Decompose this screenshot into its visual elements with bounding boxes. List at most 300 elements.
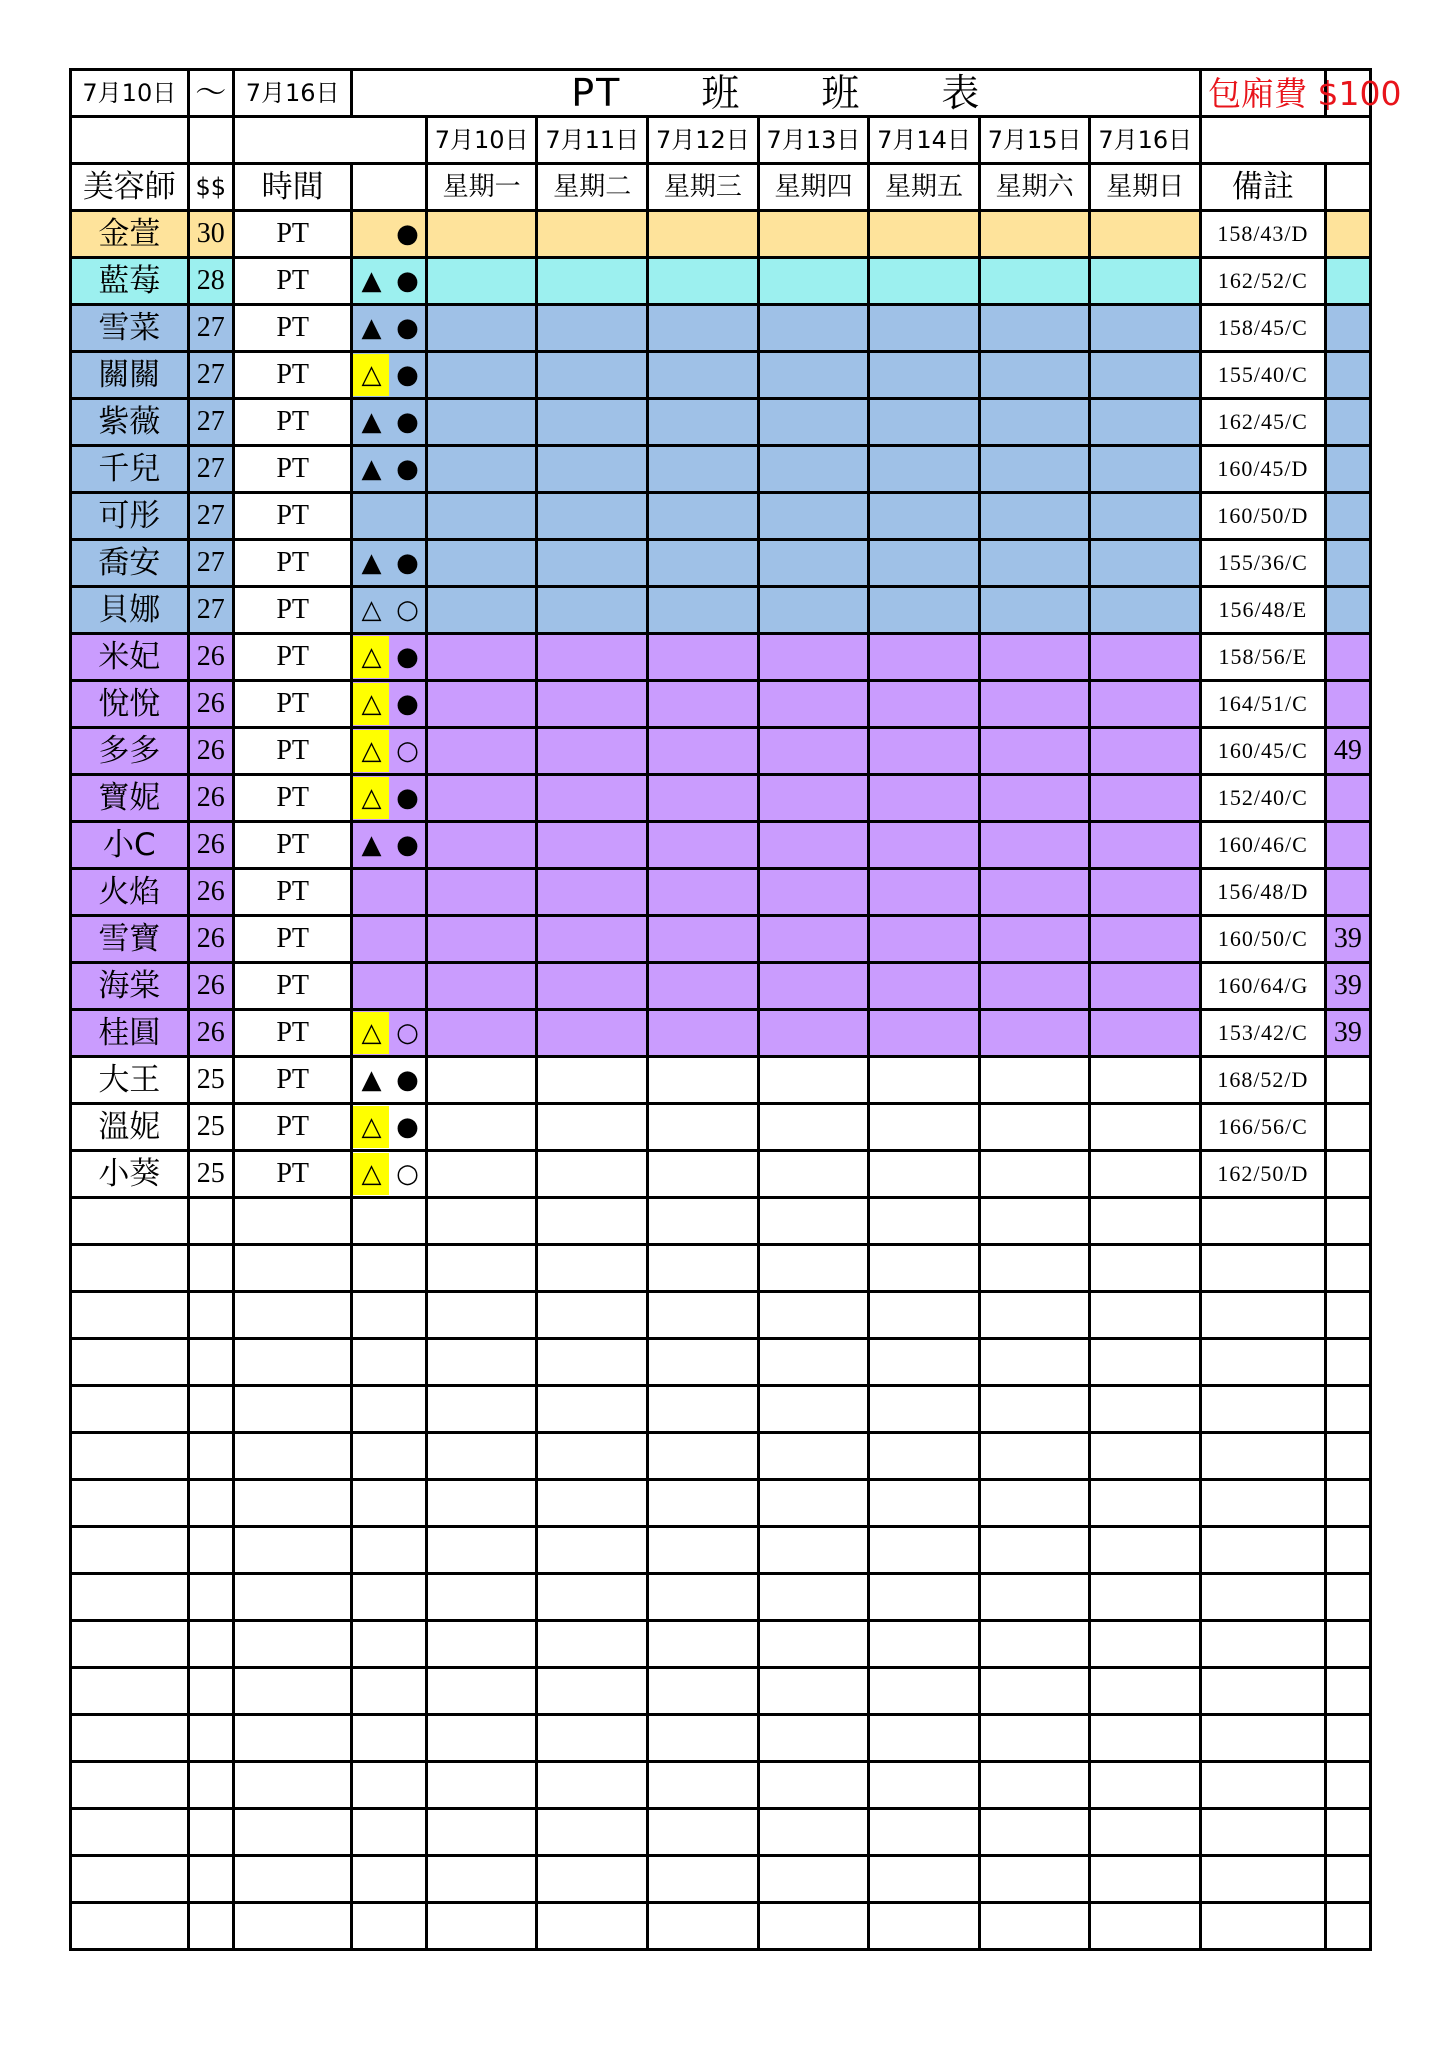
empty-cell[interactable] (426, 1668, 537, 1715)
empty-cell[interactable] (869, 1856, 980, 1903)
empty-cell[interactable] (979, 1903, 1090, 1950)
schedule-cell[interactable] (648, 634, 759, 681)
empty-cell[interactable] (1090, 1668, 1201, 1715)
empty-cell[interactable] (869, 1668, 980, 1715)
schedule-cell[interactable] (648, 681, 759, 728)
empty-cell[interactable] (426, 1245, 537, 1292)
empty-cell[interactable] (71, 1574, 189, 1621)
schedule-cell[interactable] (979, 916, 1090, 963)
empty-cell[interactable] (1201, 1621, 1326, 1668)
schedule-cell[interactable] (1090, 869, 1201, 916)
empty-cell[interactable] (426, 1433, 537, 1480)
schedule-cell[interactable] (1090, 1057, 1201, 1104)
empty-cell[interactable] (1090, 1386, 1201, 1433)
schedule-cell[interactable] (758, 1010, 869, 1057)
schedule-cell[interactable] (648, 822, 759, 869)
empty-cell[interactable] (869, 1903, 980, 1950)
empty-cell[interactable] (1325, 1668, 1370, 1715)
empty-cell[interactable] (426, 1621, 537, 1668)
empty-cell[interactable] (1325, 1292, 1370, 1339)
schedule-cell[interactable] (758, 681, 869, 728)
empty-cell[interactable] (233, 1856, 352, 1903)
schedule-cell[interactable] (979, 352, 1090, 399)
empty-cell[interactable] (71, 1292, 189, 1339)
empty-cell[interactable] (537, 1574, 648, 1621)
empty-cell[interactable] (1201, 1433, 1326, 1480)
empty-cell[interactable] (71, 1762, 189, 1809)
schedule-cell[interactable] (537, 1151, 648, 1198)
schedule-cell[interactable] (869, 352, 980, 399)
schedule-cell[interactable] (537, 305, 648, 352)
empty-cell[interactable] (188, 1480, 233, 1527)
empty-cell[interactable] (233, 1245, 352, 1292)
empty-cell[interactable] (188, 1339, 233, 1386)
empty-cell[interactable] (979, 1715, 1090, 1762)
empty-cell[interactable] (188, 1903, 233, 1950)
empty-cell[interactable] (188, 1433, 233, 1480)
empty-cell[interactable] (188, 1245, 233, 1292)
schedule-cell[interactable] (869, 869, 980, 916)
empty-cell[interactable] (648, 1856, 759, 1903)
schedule-cell[interactable] (426, 822, 537, 869)
schedule-cell[interactable] (537, 775, 648, 822)
empty-cell[interactable] (869, 1715, 980, 1762)
schedule-cell[interactable] (979, 869, 1090, 916)
empty-cell[interactable] (352, 1292, 426, 1339)
schedule-cell[interactable] (1090, 1104, 1201, 1151)
schedule-cell[interactable] (426, 352, 537, 399)
schedule-cell[interactable] (426, 634, 537, 681)
empty-cell[interactable] (537, 1198, 648, 1245)
empty-cell[interactable] (188, 1527, 233, 1574)
empty-cell[interactable] (233, 1621, 352, 1668)
empty-cell[interactable] (1201, 1809, 1326, 1856)
empty-cell[interactable] (1090, 1715, 1201, 1762)
empty-cell[interactable] (648, 1621, 759, 1668)
schedule-cell[interactable] (426, 1104, 537, 1151)
empty-cell[interactable] (1201, 1715, 1326, 1762)
empty-cell[interactable] (188, 1292, 233, 1339)
schedule-cell[interactable] (758, 493, 869, 540)
schedule-cell[interactable] (869, 258, 980, 305)
empty-cell[interactable] (233, 1715, 352, 1762)
schedule-cell[interactable] (1090, 352, 1201, 399)
schedule-cell[interactable] (426, 916, 537, 963)
empty-cell[interactable] (352, 1668, 426, 1715)
schedule-cell[interactable] (537, 822, 648, 869)
empty-cell[interactable] (352, 1762, 426, 1809)
empty-cell[interactable] (758, 1386, 869, 1433)
schedule-cell[interactable] (1090, 1151, 1201, 1198)
empty-cell[interactable] (537, 1903, 648, 1950)
empty-cell[interactable] (188, 1809, 233, 1856)
schedule-cell[interactable] (758, 399, 869, 446)
empty-cell[interactable] (71, 1715, 189, 1762)
schedule-cell[interactable] (537, 963, 648, 1010)
empty-cell[interactable] (869, 1621, 980, 1668)
empty-cell[interactable] (188, 1386, 233, 1433)
schedule-cell[interactable] (869, 305, 980, 352)
schedule-cell[interactable] (979, 540, 1090, 587)
empty-cell[interactable] (1325, 1339, 1370, 1386)
empty-cell[interactable] (648, 1245, 759, 1292)
empty-cell[interactable] (233, 1668, 352, 1715)
empty-cell[interactable] (979, 1198, 1090, 1245)
schedule-cell[interactable] (648, 305, 759, 352)
empty-cell[interactable] (71, 1245, 189, 1292)
empty-cell[interactable] (869, 1809, 980, 1856)
empty-cell[interactable] (71, 1480, 189, 1527)
empty-cell[interactable] (71, 1386, 189, 1433)
empty-cell[interactable] (1090, 1574, 1201, 1621)
schedule-cell[interactable] (426, 258, 537, 305)
empty-cell[interactable] (71, 1433, 189, 1480)
empty-cell[interactable] (979, 1292, 1090, 1339)
schedule-cell[interactable] (648, 775, 759, 822)
empty-cell[interactable] (537, 1245, 648, 1292)
empty-cell[interactable] (426, 1292, 537, 1339)
empty-cell[interactable] (1325, 1621, 1370, 1668)
schedule-cell[interactable] (869, 822, 980, 869)
empty-cell[interactable] (537, 1480, 648, 1527)
empty-cell[interactable] (1090, 1292, 1201, 1339)
empty-cell[interactable] (1201, 1480, 1326, 1527)
empty-cell[interactable] (537, 1527, 648, 1574)
empty-cell[interactable] (869, 1762, 980, 1809)
schedule-cell[interactable] (979, 1104, 1090, 1151)
schedule-cell[interactable] (979, 446, 1090, 493)
empty-cell[interactable] (426, 1527, 537, 1574)
schedule-cell[interactable] (537, 1104, 648, 1151)
empty-cell[interactable] (188, 1198, 233, 1245)
empty-cell[interactable] (1090, 1903, 1201, 1950)
empty-cell[interactable] (233, 1433, 352, 1480)
schedule-cell[interactable] (979, 211, 1090, 258)
empty-cell[interactable] (426, 1198, 537, 1245)
empty-cell[interactable] (352, 1339, 426, 1386)
schedule-cell[interactable] (869, 1010, 980, 1057)
schedule-cell[interactable] (1090, 963, 1201, 1010)
empty-cell[interactable] (1325, 1809, 1370, 1856)
empty-cell[interactable] (1325, 1574, 1370, 1621)
empty-cell[interactable] (1201, 1198, 1326, 1245)
schedule-cell[interactable] (648, 1104, 759, 1151)
schedule-cell[interactable] (979, 1010, 1090, 1057)
empty-cell[interactable] (648, 1903, 759, 1950)
empty-cell[interactable] (352, 1245, 426, 1292)
empty-cell[interactable] (1201, 1574, 1326, 1621)
schedule-cell[interactable] (648, 352, 759, 399)
empty-cell[interactable] (758, 1574, 869, 1621)
empty-cell[interactable] (758, 1856, 869, 1903)
schedule-cell[interactable] (758, 728, 869, 775)
empty-cell[interactable] (1090, 1856, 1201, 1903)
empty-cell[interactable] (1201, 1903, 1326, 1950)
empty-cell[interactable] (758, 1527, 869, 1574)
schedule-cell[interactable] (537, 728, 648, 775)
empty-cell[interactable] (979, 1480, 1090, 1527)
schedule-cell[interactable] (758, 1057, 869, 1104)
empty-cell[interactable] (979, 1762, 1090, 1809)
empty-cell[interactable] (758, 1198, 869, 1245)
empty-cell[interactable] (188, 1621, 233, 1668)
empty-cell[interactable] (352, 1715, 426, 1762)
empty-cell[interactable] (758, 1809, 869, 1856)
empty-cell[interactable] (758, 1245, 869, 1292)
schedule-cell[interactable] (758, 352, 869, 399)
empty-cell[interactable] (1325, 1762, 1370, 1809)
schedule-cell[interactable] (758, 1104, 869, 1151)
schedule-cell[interactable] (648, 916, 759, 963)
schedule-cell[interactable] (869, 634, 980, 681)
empty-cell[interactable] (1201, 1762, 1326, 1809)
empty-cell[interactable] (648, 1480, 759, 1527)
empty-cell[interactable] (352, 1903, 426, 1950)
schedule-cell[interactable] (758, 446, 869, 493)
schedule-cell[interactable] (758, 587, 869, 634)
schedule-cell[interactable] (537, 258, 648, 305)
empty-cell[interactable] (648, 1762, 759, 1809)
empty-cell[interactable] (979, 1621, 1090, 1668)
schedule-cell[interactable] (426, 305, 537, 352)
schedule-cell[interactable] (426, 446, 537, 493)
empty-cell[interactable] (1201, 1339, 1326, 1386)
schedule-cell[interactable] (869, 493, 980, 540)
schedule-cell[interactable] (648, 963, 759, 1010)
schedule-cell[interactable] (869, 963, 980, 1010)
schedule-cell[interactable] (1090, 540, 1201, 587)
empty-cell[interactable] (188, 1715, 233, 1762)
empty-cell[interactable] (758, 1762, 869, 1809)
empty-cell[interactable] (1090, 1527, 1201, 1574)
empty-cell[interactable] (233, 1527, 352, 1574)
schedule-cell[interactable] (869, 399, 980, 446)
empty-cell[interactable] (1090, 1621, 1201, 1668)
empty-cell[interactable] (233, 1292, 352, 1339)
empty-cell[interactable] (1325, 1856, 1370, 1903)
empty-cell[interactable] (869, 1386, 980, 1433)
empty-cell[interactable] (1090, 1809, 1201, 1856)
schedule-cell[interactable] (426, 775, 537, 822)
schedule-cell[interactable] (1090, 211, 1201, 258)
empty-cell[interactable] (648, 1809, 759, 1856)
schedule-cell[interactable] (869, 916, 980, 963)
empty-cell[interactable] (537, 1809, 648, 1856)
empty-cell[interactable] (648, 1292, 759, 1339)
empty-cell[interactable] (979, 1245, 1090, 1292)
schedule-cell[interactable] (979, 728, 1090, 775)
empty-cell[interactable] (1325, 1198, 1370, 1245)
empty-cell[interactable] (537, 1386, 648, 1433)
schedule-cell[interactable] (426, 399, 537, 446)
schedule-cell[interactable] (648, 446, 759, 493)
empty-cell[interactable] (979, 1809, 1090, 1856)
empty-cell[interactable] (1201, 1856, 1326, 1903)
empty-cell[interactable] (1325, 1480, 1370, 1527)
empty-cell[interactable] (648, 1574, 759, 1621)
schedule-cell[interactable] (869, 540, 980, 587)
empty-cell[interactable] (426, 1715, 537, 1762)
empty-cell[interactable] (1090, 1480, 1201, 1527)
empty-cell[interactable] (758, 1621, 869, 1668)
empty-cell[interactable] (71, 1339, 189, 1386)
schedule-cell[interactable] (869, 1057, 980, 1104)
empty-cell[interactable] (426, 1762, 537, 1809)
schedule-cell[interactable] (426, 1010, 537, 1057)
schedule-cell[interactable] (537, 916, 648, 963)
empty-cell[interactable] (648, 1198, 759, 1245)
empty-cell[interactable] (537, 1668, 648, 1715)
empty-cell[interactable] (648, 1715, 759, 1762)
empty-cell[interactable] (71, 1856, 189, 1903)
schedule-cell[interactable] (426, 1151, 537, 1198)
schedule-cell[interactable] (979, 1151, 1090, 1198)
empty-cell[interactable] (71, 1198, 189, 1245)
schedule-cell[interactable] (537, 587, 648, 634)
schedule-cell[interactable] (537, 1010, 648, 1057)
schedule-cell[interactable] (869, 681, 980, 728)
empty-cell[interactable] (979, 1433, 1090, 1480)
schedule-cell[interactable] (979, 775, 1090, 822)
schedule-cell[interactable] (758, 211, 869, 258)
empty-cell[interactable] (1325, 1245, 1370, 1292)
schedule-cell[interactable] (1090, 916, 1201, 963)
schedule-cell[interactable] (537, 211, 648, 258)
schedule-cell[interactable] (758, 634, 869, 681)
empty-cell[interactable] (233, 1762, 352, 1809)
schedule-cell[interactable] (1090, 681, 1201, 728)
empty-cell[interactable] (1090, 1198, 1201, 1245)
empty-cell[interactable] (648, 1433, 759, 1480)
empty-cell[interactable] (1325, 1433, 1370, 1480)
empty-cell[interactable] (71, 1621, 189, 1668)
schedule-cell[interactable] (1090, 775, 1201, 822)
empty-cell[interactable] (537, 1621, 648, 1668)
empty-cell[interactable] (979, 1339, 1090, 1386)
schedule-cell[interactable] (979, 399, 1090, 446)
schedule-cell[interactable] (426, 681, 537, 728)
schedule-cell[interactable] (758, 540, 869, 587)
schedule-cell[interactable] (648, 1057, 759, 1104)
schedule-cell[interactable] (426, 540, 537, 587)
empty-cell[interactable] (426, 1903, 537, 1950)
empty-cell[interactable] (758, 1480, 869, 1527)
schedule-cell[interactable] (426, 728, 537, 775)
empty-cell[interactable] (426, 1574, 537, 1621)
schedule-cell[interactable] (648, 1010, 759, 1057)
schedule-cell[interactable] (869, 728, 980, 775)
empty-cell[interactable] (188, 1668, 233, 1715)
empty-cell[interactable] (352, 1433, 426, 1480)
schedule-cell[interactable] (979, 258, 1090, 305)
empty-cell[interactable] (233, 1386, 352, 1433)
empty-cell[interactable] (1201, 1527, 1326, 1574)
empty-cell[interactable] (426, 1480, 537, 1527)
schedule-cell[interactable] (648, 399, 759, 446)
empty-cell[interactable] (233, 1903, 352, 1950)
schedule-cell[interactable] (648, 587, 759, 634)
empty-cell[interactable] (188, 1574, 233, 1621)
schedule-cell[interactable] (758, 822, 869, 869)
empty-cell[interactable] (352, 1574, 426, 1621)
empty-cell[interactable] (758, 1433, 869, 1480)
empty-cell[interactable] (188, 1762, 233, 1809)
empty-cell[interactable] (352, 1198, 426, 1245)
empty-cell[interactable] (869, 1245, 980, 1292)
empty-cell[interactable] (869, 1292, 980, 1339)
empty-cell[interactable] (758, 1668, 869, 1715)
schedule-cell[interactable] (1090, 446, 1201, 493)
empty-cell[interactable] (233, 1574, 352, 1621)
schedule-cell[interactable] (979, 305, 1090, 352)
empty-cell[interactable] (1090, 1245, 1201, 1292)
schedule-cell[interactable] (758, 1151, 869, 1198)
schedule-cell[interactable] (537, 493, 648, 540)
schedule-cell[interactable] (1090, 822, 1201, 869)
schedule-cell[interactable] (979, 634, 1090, 681)
schedule-cell[interactable] (648, 728, 759, 775)
schedule-cell[interactable] (537, 634, 648, 681)
schedule-cell[interactable] (426, 963, 537, 1010)
empty-cell[interactable] (71, 1903, 189, 1950)
empty-cell[interactable] (1201, 1386, 1326, 1433)
schedule-cell[interactable] (648, 1151, 759, 1198)
empty-cell[interactable] (648, 1668, 759, 1715)
schedule-cell[interactable] (758, 775, 869, 822)
schedule-cell[interactable] (1090, 587, 1201, 634)
empty-cell[interactable] (648, 1527, 759, 1574)
empty-cell[interactable] (352, 1856, 426, 1903)
empty-cell[interactable] (426, 1856, 537, 1903)
empty-cell[interactable] (71, 1668, 189, 1715)
schedule-cell[interactable] (758, 963, 869, 1010)
empty-cell[interactable] (979, 1386, 1090, 1433)
empty-cell[interactable] (1325, 1903, 1370, 1950)
empty-cell[interactable] (758, 1715, 869, 1762)
empty-cell[interactable] (979, 1668, 1090, 1715)
schedule-cell[interactable] (979, 587, 1090, 634)
schedule-cell[interactable] (979, 963, 1090, 1010)
schedule-cell[interactable] (537, 446, 648, 493)
schedule-cell[interactable] (869, 446, 980, 493)
schedule-cell[interactable] (979, 681, 1090, 728)
schedule-cell[interactable] (537, 540, 648, 587)
empty-cell[interactable] (869, 1480, 980, 1527)
empty-cell[interactable] (537, 1715, 648, 1762)
empty-cell[interactable] (869, 1527, 980, 1574)
empty-cell[interactable] (426, 1386, 537, 1433)
empty-cell[interactable] (869, 1339, 980, 1386)
empty-cell[interactable] (537, 1292, 648, 1339)
schedule-cell[interactable] (426, 1057, 537, 1104)
empty-cell[interactable] (233, 1339, 352, 1386)
empty-cell[interactable] (233, 1198, 352, 1245)
schedule-cell[interactable] (1090, 728, 1201, 775)
empty-cell[interactable] (1201, 1245, 1326, 1292)
schedule-cell[interactable] (979, 822, 1090, 869)
schedule-cell[interactable] (758, 305, 869, 352)
empty-cell[interactable] (648, 1339, 759, 1386)
empty-cell[interactable] (979, 1574, 1090, 1621)
empty-cell[interactable] (648, 1386, 759, 1433)
schedule-cell[interactable] (1090, 305, 1201, 352)
schedule-cell[interactable] (1090, 258, 1201, 305)
schedule-cell[interactable] (426, 493, 537, 540)
empty-cell[interactable] (537, 1433, 648, 1480)
empty-cell[interactable] (537, 1762, 648, 1809)
empty-cell[interactable] (71, 1809, 189, 1856)
empty-cell[interactable] (352, 1386, 426, 1433)
